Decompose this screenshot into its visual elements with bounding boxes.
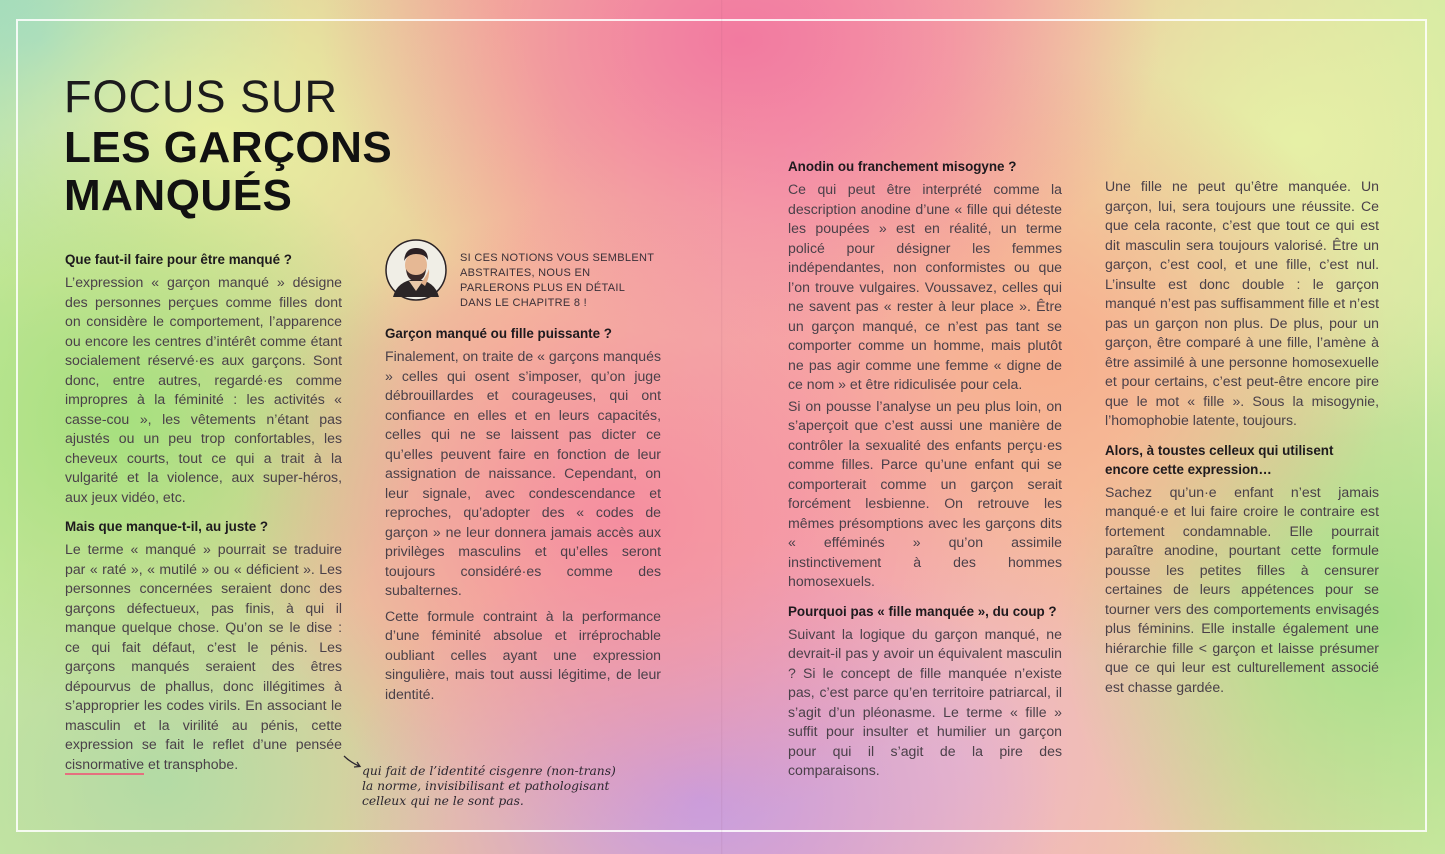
aside-line-3: PARLERONS PLUS EN DÉTAIL [460,282,626,294]
aside-line-4: DANS LE CHAPITRE 8 ! [460,297,588,309]
book-gutter [721,0,723,854]
arrow-icon [342,754,364,772]
aside-line-1: SI CES NOTIONS VOUS SEMBLENT [460,252,655,264]
title-line-2 [64,124,392,220]
paragraph-terme-manque-end: et transphobe. [148,755,239,772]
heading-fille-puissante: Garçon manqué ou fille puissante ? [385,326,612,341]
paragraph-logique: Suivant la logique du garçon manqué, ne devrait-il pas y avoir un équivalent masculin ? Si le concept de fille manquée n’existe pas, c’est parce qu’en territoire patriarcal, il s’agit d’un pléonasme. Le terme « fille » suffit pour insulter et humilier un garçon pour qui il s’agit de la pire des comparaisons. [788,625,1062,778]
handwritten-note [362,764,616,809]
aside-note [460,251,654,311]
title-line-3-text: MANQUÉS [64,171,293,220]
column-2 [385,324,661,710]
author-portrait-icon [385,239,447,301]
keyword-cisnormative: cisnormative [65,756,144,775]
title-line-2-text: LES GARÇONS [64,123,393,172]
heading-anodin: Anodin ou franchement misogyne ? [788,159,1017,174]
note-line-2: la norme, invisibilisant et pathologisant [362,779,610,793]
heading-etre-manque: Que faut-il faire pour être manqué ? [65,252,292,267]
heading-alors: Alors, à toustes celleux qui utilisent encore cette expression… [1105,442,1334,477]
paragraph-interprete: Ce qui peut être interprété comme la description anodine d’une « fille qui déteste les poupées » est en réalité, un terme policé pour désigner les femmes indépendantes, non conformistes ou que l’on trouve vulgaires. Voussavez, celles qui ne savent pas « rester à leur place ». Être un garçon manqué, ce n’est pas tant se comporter comme un homme, mais plutôt ne pas agir comme une femme « digne de ce nom » et être ridiculisée pour cela. [788,181,1062,392]
heading-que-manque: Mais que manque-t-il, au juste ? [65,519,269,534]
paragraph-finalement: Finalement, on traite de « garçons manqués » celles qui osent s’imposer, qu’on juge débrouillardes et courageuses, qui ont confiance en elles et en leurs capacités, celles qui ne se laissent pas dicter ce qu’elles peuvent faire en fonction de leur assignation de naissance. Cependant, on leur signale, avec condescendance et reproches, qu’adopter des « codes de garçon » ne leur donnera jamais accès aux privilèges masculins et qu’elles seront toujours considéré·es comme des subalternes. [385,348,661,598]
column-1 [65,250,342,780]
paragraph-expression: L’expression « garçon manqué » désigne des personnes perçues comme filles dont on considère le comportement, l’apparence ou encore les centres d’intérêt comme étant socialement réservé·es aux garçons. Sont donc, entre autres, regardé·es comme impropres à la féminité : les activités « casse-cou », les vêtements n’étant pas ajustés ou un peu trop confortables, les cheveux courts, tout ce qui a trait à la vulgarité et la violence, aux super-héros, aux jeux vidéo, etc. [65,274,342,505]
paragraph-analyse: Si on pousse l’analyse un peu plus loin, on s’aperçoit que c’est aussi une manière de contrôler la sexualité des enfants perçu·es comme filles. Parce qu’une enfant qui se comporterait comme un garçon serait forcément lesbienne. On retrouve les mêmes présomptions avec les garçons dits « efféminés » qu’on assimile instinctivement à des hommes homosexuels. [788,397,1062,589]
paragraph-terme-manque [65,540,342,774]
note-line-1: qui fait de l’identité cisgenre (non-trans) [362,764,616,778]
note-line-3: celleux qui ne le sont pas. [362,794,524,808]
column-4 [1105,177,1379,703]
paragraph-formule: Cette formule contraint à la performance d’une féminité absolue et irréprochable oubliant celles ayant une expression singulière, mais tout aussi légitime, de leur identité. [385,607,661,702]
title-line-1: FOCUS SUR [64,71,339,122]
paragraph-sachez: Sachez qu’un·e enfant n’est jamais manqué·e et lui faire croire le contraire est fortement condamnable. Elle pourrait paraître anodine, pourtant cette formule pousse les petites filles à censurer certaines de leurs appétences pour se tourner vers des comportements envisagés plus féminins. Elle installe également une hiérarchie fille < garçon et laisse présumer que ce qui leur est culturellement associé est chasse gardée. [1105,483,1379,695]
paragraph-terme-manque-text: Le terme « manqué » pourrait se traduire par « raté », « mutilé » ou « déficient ». Les personnes concernées seraient donc des garçons défectueux, pas finis, à qui il manque quelque chose. Qu’on se le dise : ce qui fait défaut, c’est le pénis. Les garçons manqués seraient des êtres dépourvus de phallus, donc illégitimes à s’approprier les codes virils. En associant le masculin et la virilité au pénis, cette expression se fait le reflet d’une pensée [65,541,342,752]
column-3 [788,157,1062,787]
heading-fille-manquee: Pourquoi pas « fille manquée », du coup ? [788,603,1057,619]
paragraph-fille-manquee: Une fille ne peut qu’être manquée. Un garçon, lui, sera toujours une réussite. Ce que cela raconte, c’est que tout ce qui est dit masculin sera toujours valorisé. Être un garçon, c’est cool, et une fille, c’est nul. L’insulte est donc double : le garçon manqué n’est pas suffisamment fille et n’est pas un garçon non plus. De plus, pour un garçon, être comparé à une fille, l’amène à être assimilé à une personne homosexuelle et pour certains, c’est peut-être encore pire que le mot « fille ». Sous la misogynie, l’homophobie latente, toujours. [1105,178,1379,428]
aside-line-2: ABSTRAITES, NOUS EN [460,267,591,279]
